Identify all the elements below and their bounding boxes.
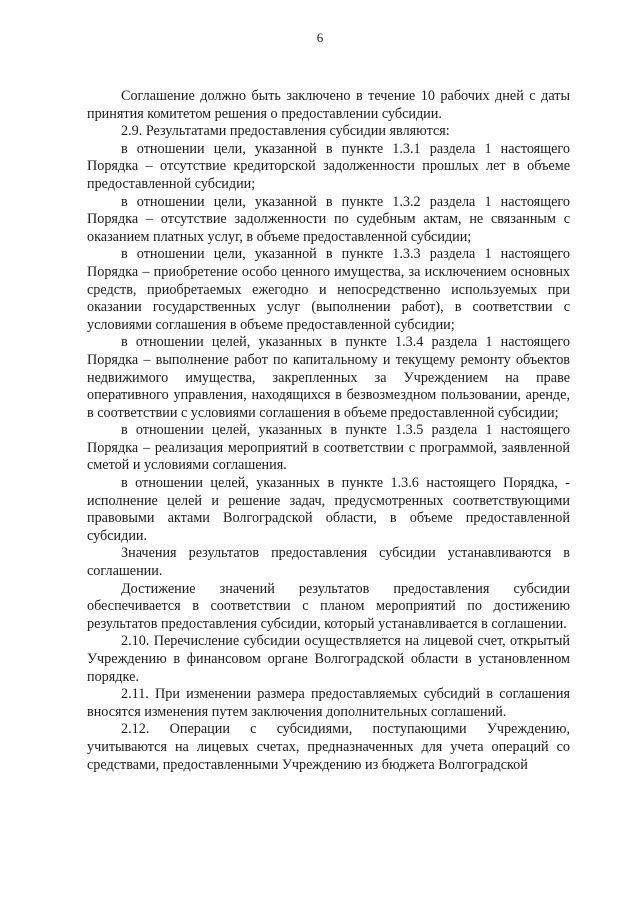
paragraph-goal-1-3-5: в отношении целей, указанных в пункте 1.3.5 раздела 1 настоящего Порядка – реализация мероприятий в соответствии с программой, заявленной сметой и условиями соглашения. [87,422,570,474]
paragraph-2-11-changes: 2.11. При изменении размера предоставляемых субсидий в соглашения вносятся изменения путем заключения дополнительных соглашений. [87,686,570,720]
page-number: 6 [316,30,324,45]
paragraph-goal-1-3-1: в отношении цели, указанной в пункте 1.3.1 раздела 1 настоящего Порядка – отсутствие кредиторской задолженности прошлых лет в объеме предоставленной субсидии; [87,140,570,192]
paragraph-goal-1-3-2: в отношении цели, указанной в пункте 1.3.2 раздела 1 настоящего Порядка – отсутствие задолженности по судебным актам, не связанным с оказанием платных услуг, в объеме предоставленной субсидии; [87,193,570,245]
paragraph-result-values: Значения результатов предоставления субсидии устанавливаются в соглашении. [87,545,570,580]
paragraph-goal-1-3-4: в отношении целей, указанных в пункте 1.3.4 раздела 1 настоящего Порядка – выполнение работ по капитальному и текущему ремонту объектов недвижимого имущества, закрепленных за Учреждением на праве оперативного управления, находящихся в безвозмездном пользовании, аренде, в соответствии с условиями соглашения в объеме предоставленной субсидии; [87,334,570,421]
paragraph-agreement-deadline: Соглашение должно быть заключено в течение 10 рабочих дней с даты принятия комитетом решения о предоставлении субсидии. [87,88,570,122]
paragraph-2-9-results: 2.9. Результатами предоставления субсидии являются: [121,123,450,140]
paragraph-goal-1-3-3: в отношении цели, указанной в пункте 1.3.3 раздела 1 настоящего Порядка – приобретение особо ценного имущества, за исключением основных средств, приобретаемых ежегодно и непосредственно используемых при оказании государственных услуг (выполнении работ), в соответствии с условиями соглашения в объеме предоставленной субсидии; [87,246,570,333]
document-body [87,88,570,774]
paragraph-achievement: Достижение значений результатов предоставления субсидии обеспечивается в соответствии с планом мероприятий по достижению результатов предоставления субсидии, который устанавливается в соглашении. [87,580,570,632]
paragraph-2-12-operations: 2.12. Операции с субсидиями, поступающими Учреждению, учитываются на лицевых счетах, предназначенных для учета операций со средствами, предоставленными Учреждению из бюджета Волгоградской [87,721,570,773]
paragraph-goal-1-3-6: в отношении целей, указанных в пункте 1.3.6 настоящего Порядка, - исполнение целей и решение задач, предусмотренных соответствующими правовыми актами Волгоградской области, в объеме предоставленной субсидии. [87,475,570,544]
paragraph-2-10-transfer: 2.10. Перечисление субсидии осуществляется на лицевой счет, открытый Учреждению в финансовом органе Волгоградской области в установленном порядке. [87,633,570,685]
